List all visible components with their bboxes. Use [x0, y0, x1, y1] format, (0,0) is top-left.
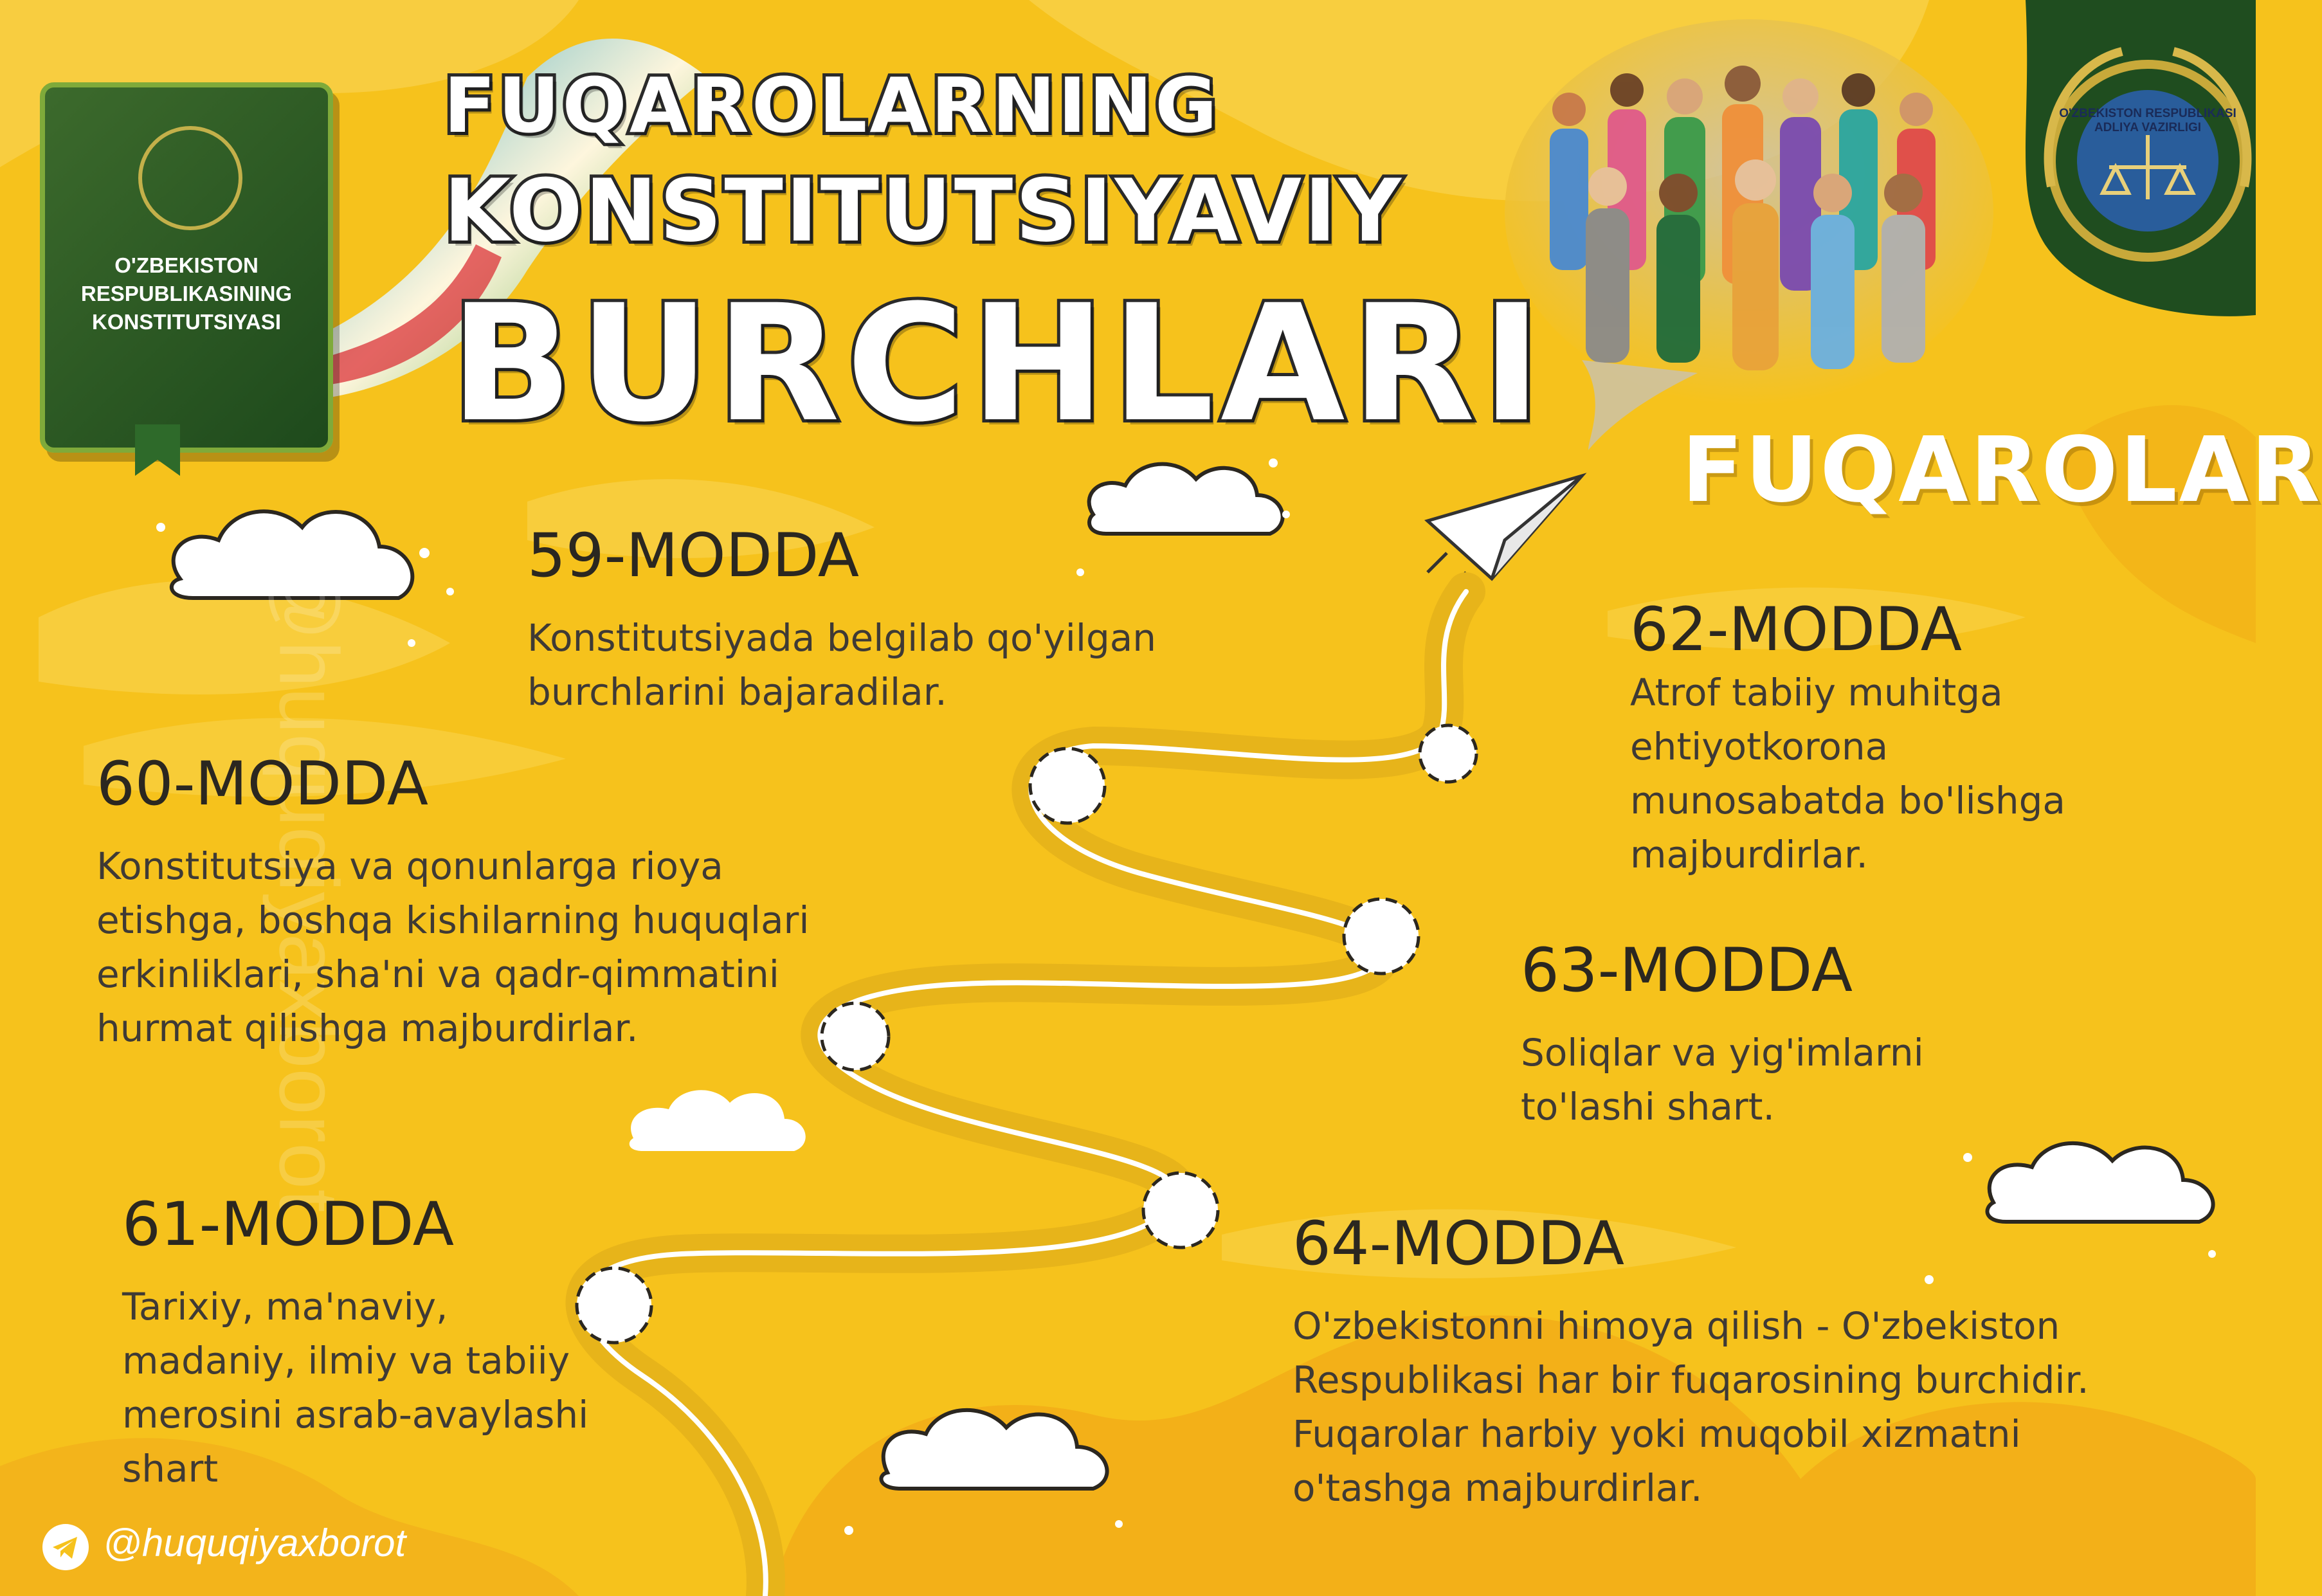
article-title: 59-MODDA — [527, 521, 860, 591]
article-text: Atrof tabiiy muhitga ehtiyotkorona munosabatda bo'lishga majburdirlar. — [1630, 671, 2065, 876]
article-title: 60-MODDA — [96, 749, 429, 819]
article-title: 63-MODDA — [1521, 936, 1853, 1006]
ministry-logo-text: O'ZBEKISTON RESPUBLIKASI ADLIYA VAZIRLIGI — [2059, 107, 2236, 134]
book-title: O'ZBEKISTON RESPUBLIKASINING KONSTITUTSIYASI — [80, 253, 293, 334]
article-title: 61-MODDA — [122, 1190, 455, 1260]
article-text: O'zbekistonni himoya qilish - O'zbekiston Respublikasi har bir fuqarosining burchidir. Fuqarolar harbiy yoki muqobil xizmatni o'tashga majburdirlar. — [1293, 1304, 2089, 1510]
article-text: Konstitutsiya va qonunlarga rioya etishga, boshqa kishilarning huquqlari erkinliklari, sha'ni va qadr-qimmatini hurmat qilishga majburdirlar. — [96, 844, 810, 1050]
title-line-1: FUQAROLARNING — [444, 61, 1220, 150]
title-line-3: BURCHLARI — [450, 270, 1548, 457]
title-line-2: KONSTITUTSIYAVIY — [444, 161, 1404, 261]
watermark-handle: @huquqiyaxborot — [262, 556, 356, 1213]
citizens-label: FUQAROLAR — [1682, 418, 2322, 523]
article-text: Konstitutsiyada belgilab qo'yilgan burchlarini bajaradilar. — [527, 616, 1157, 714]
emblem-icon — [138, 126, 242, 230]
article-title: 62-MODDA — [1630, 595, 1963, 665]
constitution-book — [40, 82, 333, 453]
article-text: Tarixiy, ma'naviy, madaniy, ilmiy va tabiiy merosini asrab-avaylashi shart — [122, 1285, 589, 1491]
bookmark-icon — [135, 424, 180, 476]
article-title: 64-MODDA — [1293, 1209, 1625, 1279]
social-handle[interactable]: @huquqiyaxborot — [103, 1521, 406, 1564]
telegram-icon — [42, 1524, 89, 1570]
article-text: Soliqlar va yig'imlarni to'lashi shart. — [1521, 1031, 1924, 1129]
ministry-logo — [2051, 51, 2244, 270]
